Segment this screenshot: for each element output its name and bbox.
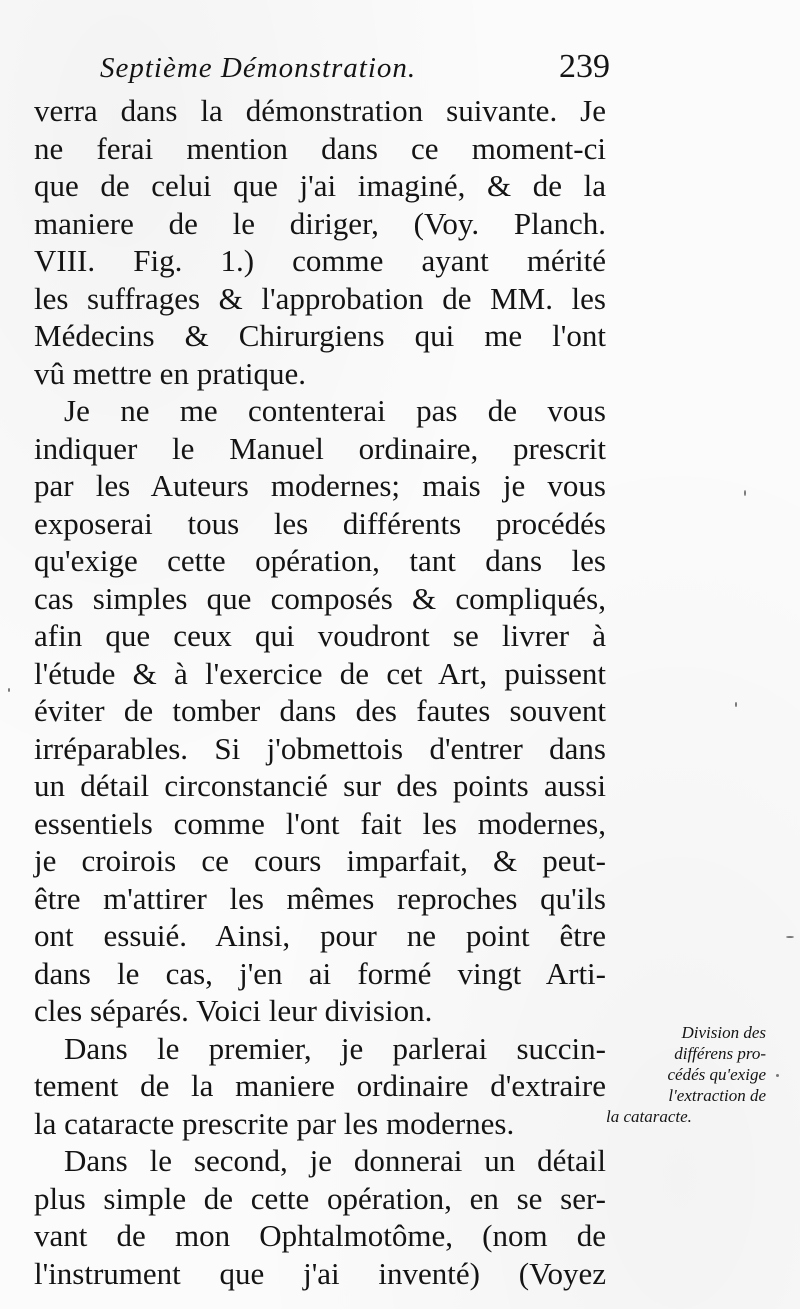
text-line: verra dans la démonstration suivante. Je [34, 93, 606, 128]
text-line: un détail circonstancié sur des points aussi [34, 768, 606, 803]
text-line: l'instrument que j'ai inventé) (Voyez [34, 1255, 606, 1291]
text-line: maniere de le diriger, (Voy. Planch. [34, 205, 606, 241]
text-line: Je ne me contenterai pas de vous [64, 393, 606, 428]
ink-speck [776, 1074, 779, 1077]
text-line: que de celui que j'ai imaginé, & de la [34, 168, 606, 203]
text-line: tement de la maniere ordinaire d'extraire [34, 1068, 606, 1103]
running-head [100, 48, 610, 92]
text-line: VIII. Fig. 1.) comme ayant mérité [34, 243, 606, 278]
body-text [34, 92, 606, 1292]
text-line: plus simple de cette opération, en se ser- [34, 1180, 606, 1216]
margin-note-line: différens pro- [674, 1044, 766, 1063]
text-line: les suffrages & l'approbation de MM. les [34, 280, 606, 316]
text-line: je croirois ce cours imparfait, & peut- [34, 843, 606, 878]
text-line: exposerai tous les différents procédés [34, 505, 606, 541]
text-line: indiquer le Manuel ordinaire, prescrit [34, 430, 606, 466]
ink-speck [8, 688, 10, 692]
margin-note-line: cédés qu'exige [667, 1065, 766, 1084]
text-line: l'étude & à l'exercice de cet Art, puissent [34, 655, 606, 691]
text-line: ne ferai mention dans ce moment-ci [34, 130, 606, 166]
text-line: Dans le second, je donnerai un détail [64, 1143, 606, 1178]
text-line: Dans le premier, je parlerai succin- [64, 1030, 606, 1066]
margin-note [606, 1022, 766, 1127]
text-line: vant de mon Ophtalmotôme, (nom de [34, 1218, 606, 1253]
ink-speck [786, 936, 794, 938]
text-line: éviter de tomber dans des fautes souvent [34, 693, 606, 728]
text-line: qu'exige cette opération, tant dans les [34, 543, 606, 578]
text-line: la cataracte prescrite par les modernes. [34, 1105, 515, 1141]
running-head-title: Septième Démonstration. [100, 52, 417, 84]
text-line: irréparables. Si j'obmettois d'entrer dans [34, 730, 606, 766]
text-line: par les Auteurs modernes; mais je vous [34, 468, 606, 503]
text-line: vû mettre en pratique. [34, 355, 307, 391]
margin-note-line: Division des [681, 1023, 766, 1042]
text-line: cles séparés. Voici leur division. [34, 993, 433, 1028]
margin-note-line: la cataracte. [606, 1107, 692, 1126]
text-line: cas simples que composés & compliqués, [34, 580, 606, 616]
ink-speck [744, 490, 746, 496]
text-line: essentiels comme l'ont fait les modernes, [34, 805, 606, 841]
margin-note-line: l'extraction de [668, 1086, 766, 1105]
text-line: être m'attirer les mêmes reproches qu'ils [34, 880, 606, 916]
ink-speck [735, 702, 737, 707]
text-line: afin que ceux qui voudront se livrer à [34, 618, 606, 653]
text-line: ont essuié. Ainsi, pour ne point être [34, 918, 606, 953]
text-line: Médecins & Chirurgiens qui me l'ont [34, 318, 606, 353]
text-line: dans le cas, j'en ai formé vingt Arti- [34, 955, 606, 991]
page-number: 239 [559, 48, 610, 85]
